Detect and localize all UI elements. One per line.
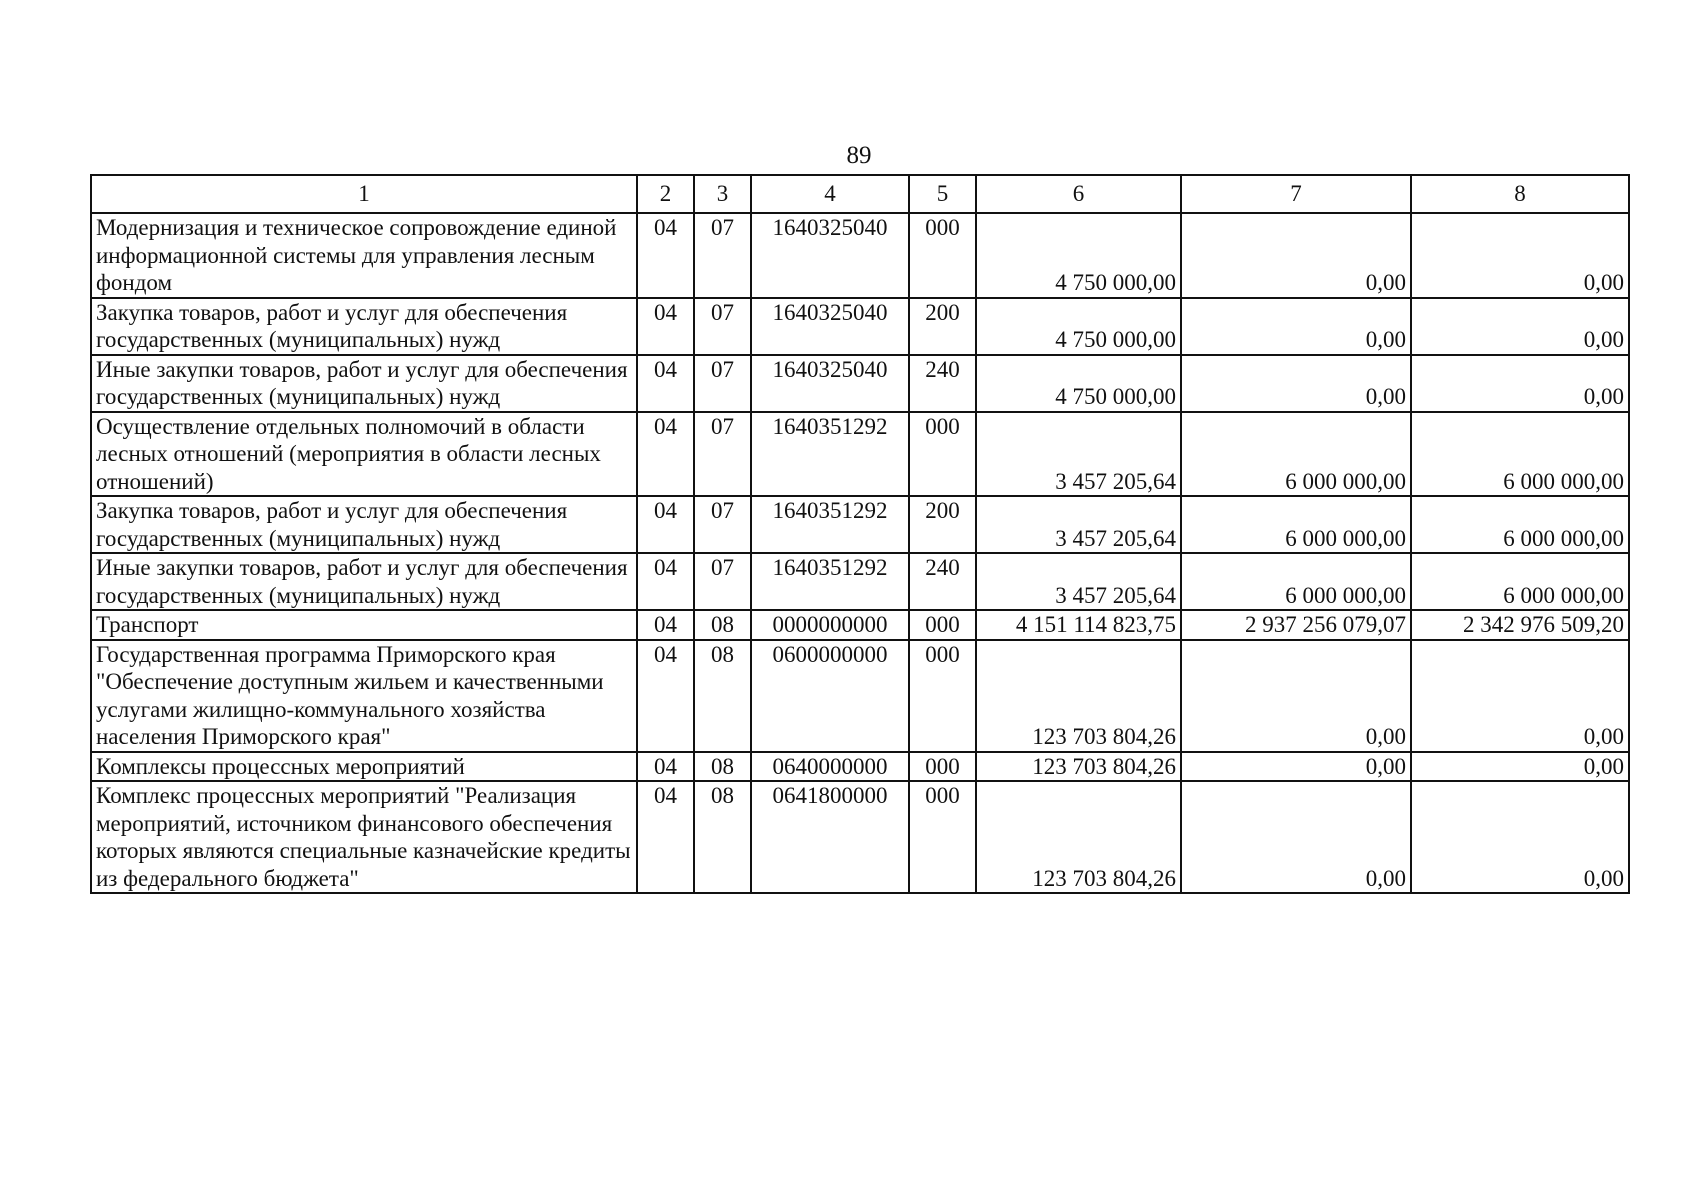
row-amount-col8: 0,00 bbox=[1411, 781, 1629, 893]
row-subsection: 07 bbox=[694, 412, 751, 497]
table-row bbox=[91, 412, 1629, 497]
row-amount-col6: 3 457 205,64 bbox=[976, 496, 1181, 553]
row-amount-col7: 6 000 000,00 bbox=[1181, 496, 1411, 553]
row-subsection: 08 bbox=[694, 781, 751, 893]
row-target-article: 1640351292 bbox=[751, 553, 909, 610]
row-expense-type: 000 bbox=[909, 213, 976, 298]
row-target-article: 1640351292 bbox=[751, 496, 909, 553]
header-row bbox=[91, 175, 1629, 213]
row-expense-type: 240 bbox=[909, 553, 976, 610]
row-target-article: 0000000000 bbox=[751, 610, 909, 640]
row-subsection: 07 bbox=[694, 213, 751, 298]
column-header: 1 bbox=[91, 175, 637, 213]
row-amount-col8: 2 342 976 509,20 bbox=[1411, 610, 1629, 640]
row-expense-type: 000 bbox=[909, 752, 976, 782]
column-header: 8 bbox=[1411, 175, 1629, 213]
table-row bbox=[91, 610, 1629, 640]
row-name: Закупка товаров, работ и услуг для обеспечения государственных (муниципальных) нужд bbox=[91, 298, 637, 355]
row-section: 04 bbox=[637, 640, 694, 752]
row-section: 04 bbox=[637, 412, 694, 497]
row-amount-col8: 0,00 bbox=[1411, 355, 1629, 412]
row-amount-col8: 6 000 000,00 bbox=[1411, 412, 1629, 497]
row-amount-col6: 123 703 804,26 bbox=[976, 752, 1181, 782]
table-row bbox=[91, 496, 1629, 553]
row-name: Комплекс процессных мероприятий "Реализация мероприятий, источником финансового обеспечения которых являются специальные казначейские кредиты из федерального бюджета" bbox=[91, 781, 637, 893]
row-target-article: 1640351292 bbox=[751, 412, 909, 497]
row-amount-col7: 0,00 bbox=[1181, 298, 1411, 355]
row-amount-col7: 0,00 bbox=[1181, 355, 1411, 412]
row-name: Модернизация и техническое сопровождение единой информационной системы для управления лесным фондом bbox=[91, 213, 637, 298]
row-section: 04 bbox=[637, 752, 694, 782]
row-amount-col6: 4 151 114 823,75 bbox=[976, 610, 1181, 640]
row-amount-col8: 6 000 000,00 bbox=[1411, 553, 1629, 610]
row-name: Государственная программа Приморского края "Обеспечение доступным жильем и качественными услугами жилищно-коммунального хозяйства населения Приморского края" bbox=[91, 640, 637, 752]
table-row bbox=[91, 781, 1629, 893]
row-subsection: 08 bbox=[694, 752, 751, 782]
row-expense-type: 000 bbox=[909, 412, 976, 497]
table-row bbox=[91, 355, 1629, 412]
row-section: 04 bbox=[637, 553, 694, 610]
row-amount-col7: 0,00 bbox=[1181, 640, 1411, 752]
row-subsection: 07 bbox=[694, 553, 751, 610]
table-row bbox=[91, 553, 1629, 610]
row-section: 04 bbox=[637, 298, 694, 355]
row-section: 04 bbox=[637, 610, 694, 640]
row-expense-type: 200 bbox=[909, 298, 976, 355]
row-amount-col7: 0,00 bbox=[1181, 752, 1411, 782]
row-expense-type: 000 bbox=[909, 781, 976, 893]
row-amount-col8: 0,00 bbox=[1411, 752, 1629, 782]
row-amount-col8: 0,00 bbox=[1411, 298, 1629, 355]
page-number: 89 bbox=[846, 142, 872, 169]
row-name: Осуществление отдельных полномочий в области лесных отношений (мероприятия в области лесных отношений) bbox=[91, 412, 637, 497]
row-target-article: 1640325040 bbox=[751, 298, 909, 355]
row-subsection: 07 bbox=[694, 355, 751, 412]
row-amount-col7: 2 937 256 079,07 bbox=[1181, 610, 1411, 640]
column-header: 7 bbox=[1181, 175, 1411, 213]
row-expense-type: 000 bbox=[909, 610, 976, 640]
row-amount-col8: 0,00 bbox=[1411, 213, 1629, 298]
row-target-article: 1640325040 bbox=[751, 355, 909, 412]
row-subsection: 07 bbox=[694, 298, 751, 355]
column-header: 3 bbox=[694, 175, 751, 213]
column-header: 5 bbox=[909, 175, 976, 213]
table-row bbox=[91, 213, 1629, 298]
row-section: 04 bbox=[637, 781, 694, 893]
row-amount-col8: 6 000 000,00 bbox=[1411, 496, 1629, 553]
row-expense-type: 000 bbox=[909, 640, 976, 752]
row-section: 04 bbox=[637, 355, 694, 412]
row-amount-col6: 3 457 205,64 bbox=[976, 412, 1181, 497]
row-section: 04 bbox=[637, 496, 694, 553]
row-name: Иные закупки товаров, работ и услуг для обеспечения государственных (муниципальных) нужд bbox=[91, 553, 637, 610]
row-name: Транспорт bbox=[91, 610, 637, 640]
row-section: 04 bbox=[637, 213, 694, 298]
column-header: 4 bbox=[751, 175, 909, 213]
row-target-article: 1640325040 bbox=[751, 213, 909, 298]
row-amount-col6: 4 750 000,00 bbox=[976, 355, 1181, 412]
row-amount-col6: 123 703 804,26 bbox=[976, 640, 1181, 752]
row-amount-col8: 0,00 bbox=[1411, 640, 1629, 752]
row-subsection: 08 bbox=[694, 640, 751, 752]
row-amount-col7: 6 000 000,00 bbox=[1181, 553, 1411, 610]
row-name: Комплексы процессных мероприятий bbox=[91, 752, 637, 782]
row-target-article: 0641800000 bbox=[751, 781, 909, 893]
row-subsection: 08 bbox=[694, 610, 751, 640]
row-amount-col7: 0,00 bbox=[1181, 213, 1411, 298]
row-target-article: 0600000000 bbox=[751, 640, 909, 752]
table-row bbox=[91, 752, 1629, 782]
table-row bbox=[91, 298, 1629, 355]
row-amount-col6: 4 750 000,00 bbox=[976, 213, 1181, 298]
column-header: 2 bbox=[637, 175, 694, 213]
column-header: 6 bbox=[976, 175, 1181, 213]
row-target-article: 0640000000 bbox=[751, 752, 909, 782]
row-amount-col7: 6 000 000,00 bbox=[1181, 412, 1411, 497]
budget-table bbox=[90, 174, 1630, 894]
row-amount-col7: 0,00 bbox=[1181, 781, 1411, 893]
row-expense-type: 200 bbox=[909, 496, 976, 553]
row-amount-col6: 3 457 205,64 bbox=[976, 553, 1181, 610]
row-name: Закупка товаров, работ и услуг для обеспечения государственных (муниципальных) нужд bbox=[91, 496, 637, 553]
row-name: Иные закупки товаров, работ и услуг для обеспечения государственных (муниципальных) нужд bbox=[91, 355, 637, 412]
row-amount-col6: 4 750 000,00 bbox=[976, 298, 1181, 355]
row-amount-col6: 123 703 804,26 bbox=[976, 781, 1181, 893]
row-subsection: 07 bbox=[694, 496, 751, 553]
row-expense-type: 240 bbox=[909, 355, 976, 412]
table-row bbox=[91, 640, 1629, 752]
